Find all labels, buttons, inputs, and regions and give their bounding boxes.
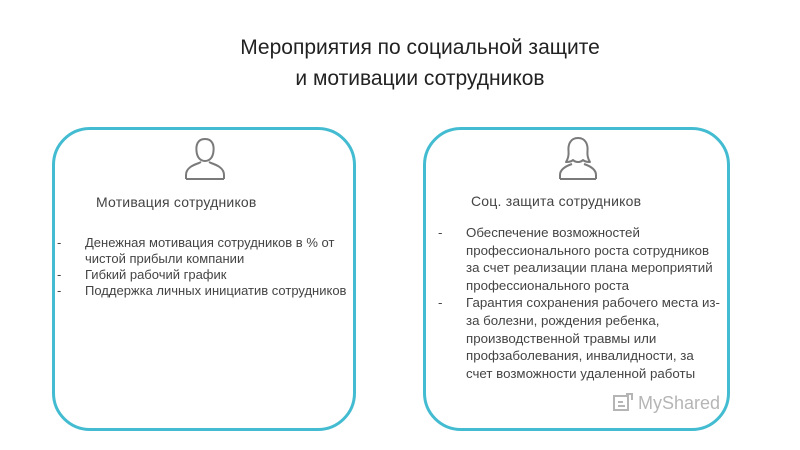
title-line-2: и мотивации сотрудников [295,67,545,90]
motivation-list [57,235,347,299]
list-item: - Гибкий рабочий график [57,267,227,282]
social-protection-card [423,127,730,431]
myshared-logo-icon [612,392,634,414]
title-line-1: Мероприятия по социальной защите [240,36,600,59]
watermark-text: MyShared [638,392,721,413]
watermark [612,392,720,414]
male-user-icon [183,135,227,181]
motivation-heading: Мотивация сотрудников [96,194,257,210]
female-user-icon [556,135,600,181]
social-protection-list [438,224,723,382]
list-item: - Гарантия сохранения рабочего места из-за болезни, рождения ребенка, производственной травмы или профзаболевания, инвалидности, за счет возможности удаленной работы [438,295,720,381]
list-item: - Обеспечение возможностей профессионального роста сотрудников за счет реализации плана мероприятий профессионального роста [438,225,713,293]
list-item: - Денежная мотивация сотрудников в % от чистой прибыли компании [57,235,335,266]
page-title [150,32,690,94]
social-protection-heading: Соц. защита сотрудников [471,193,642,209]
motivation-card [52,127,356,431]
list-item: - Поддержка личных инициатив сотрудников [57,283,347,298]
